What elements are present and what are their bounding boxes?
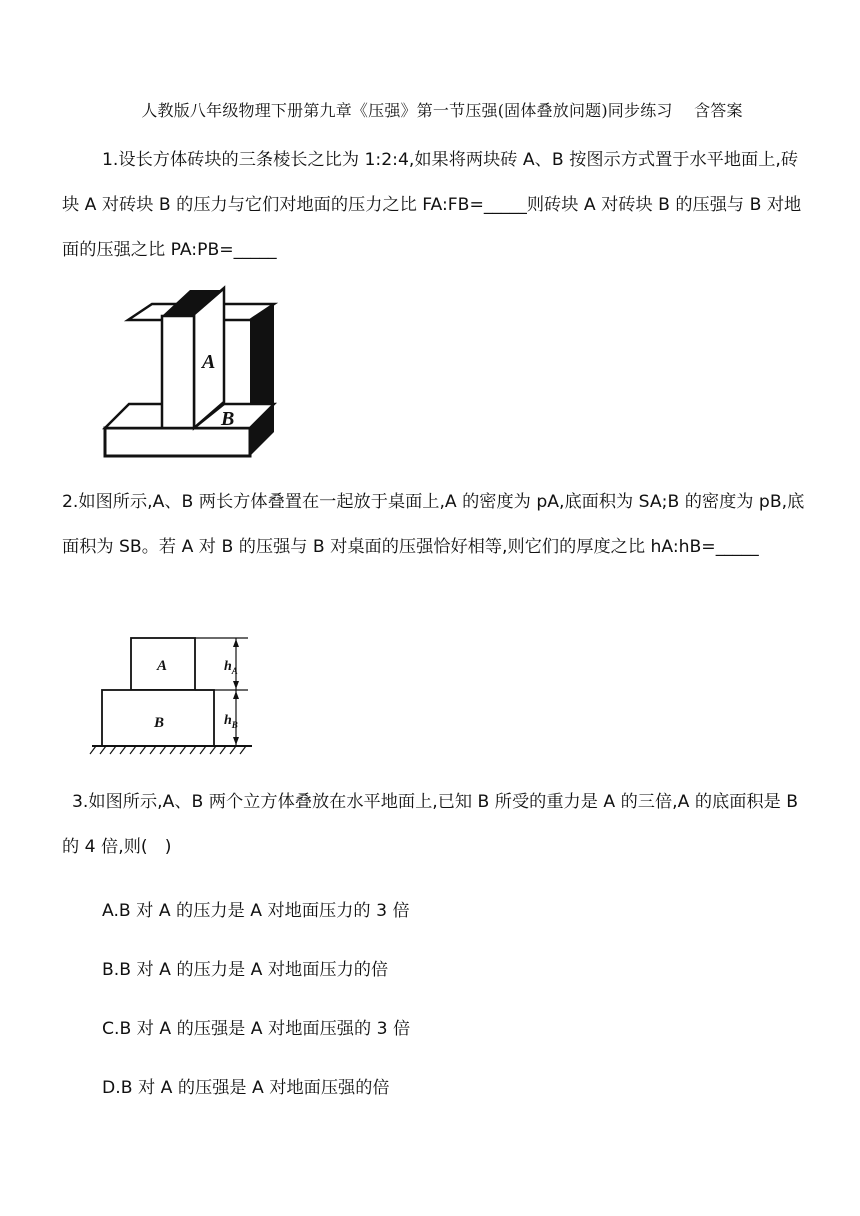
option-b: B.B 对 A 的压力是 A 对地面压力的倍: [102, 960, 389, 980]
block-b-label: B: [154, 715, 165, 731]
ground-hatching: [90, 746, 246, 754]
option-a: A.B 对 A 的压力是 A 对地面压力的 3 倍: [102, 901, 410, 921]
document-title: 人教版八年级物理下册第九章《压强》第一节压强(固体叠放问题)同步练习 含答案: [141, 101, 743, 120]
brick-a-label: A: [202, 351, 216, 373]
brick-a-front: [162, 316, 194, 428]
option-c: C.B 对 A 的压强是 A 对地面压强的 3 倍: [102, 1019, 411, 1039]
brick-b-label: B: [221, 408, 235, 430]
question-1-text: 1.设长方体砖块的三条棱长之比为 1:2:4,如果将两块砖 A、B 按图示方式置于水平地面上,砖块 A 对砖块 B 的压力与它们对地面的压力之比 FA:FB=_____则砖块 A 对砖块 B 的压强与 B 对地面的压强之比 PA:PB=_____: [62, 150, 802, 260]
block-a-label: A: [157, 658, 168, 674]
brick-stack-figure: [100, 284, 280, 462]
question-2-text: 2.如图所示,A、B 两长方体叠置在一起放于桌面上,A 的密度为 pA,底面积为 SA;B 的密度为 pB,底面积为 SB。若 A 对 B 的压强与 B 对桌面的压强恰好相等,则它们的厚度之比 hA:hB=_____: [62, 492, 805, 557]
brick-b-front: [105, 428, 250, 456]
option-d: D.B 对 A 的压强是 A 对地面压强的倍: [102, 1078, 390, 1098]
stacked-blocks-figure: [88, 632, 258, 758]
height-b-label: $h_B$: [224, 713, 238, 730]
question-3-text: 3.如图所示,A、B 两个立方体叠放在水平地面上,已知 B 所受的重力是 A 的三倍,A 的底面积是 B 的 4 倍,则( ): [62, 792, 799, 857]
height-a-label: $h_A$: [224, 659, 238, 676]
